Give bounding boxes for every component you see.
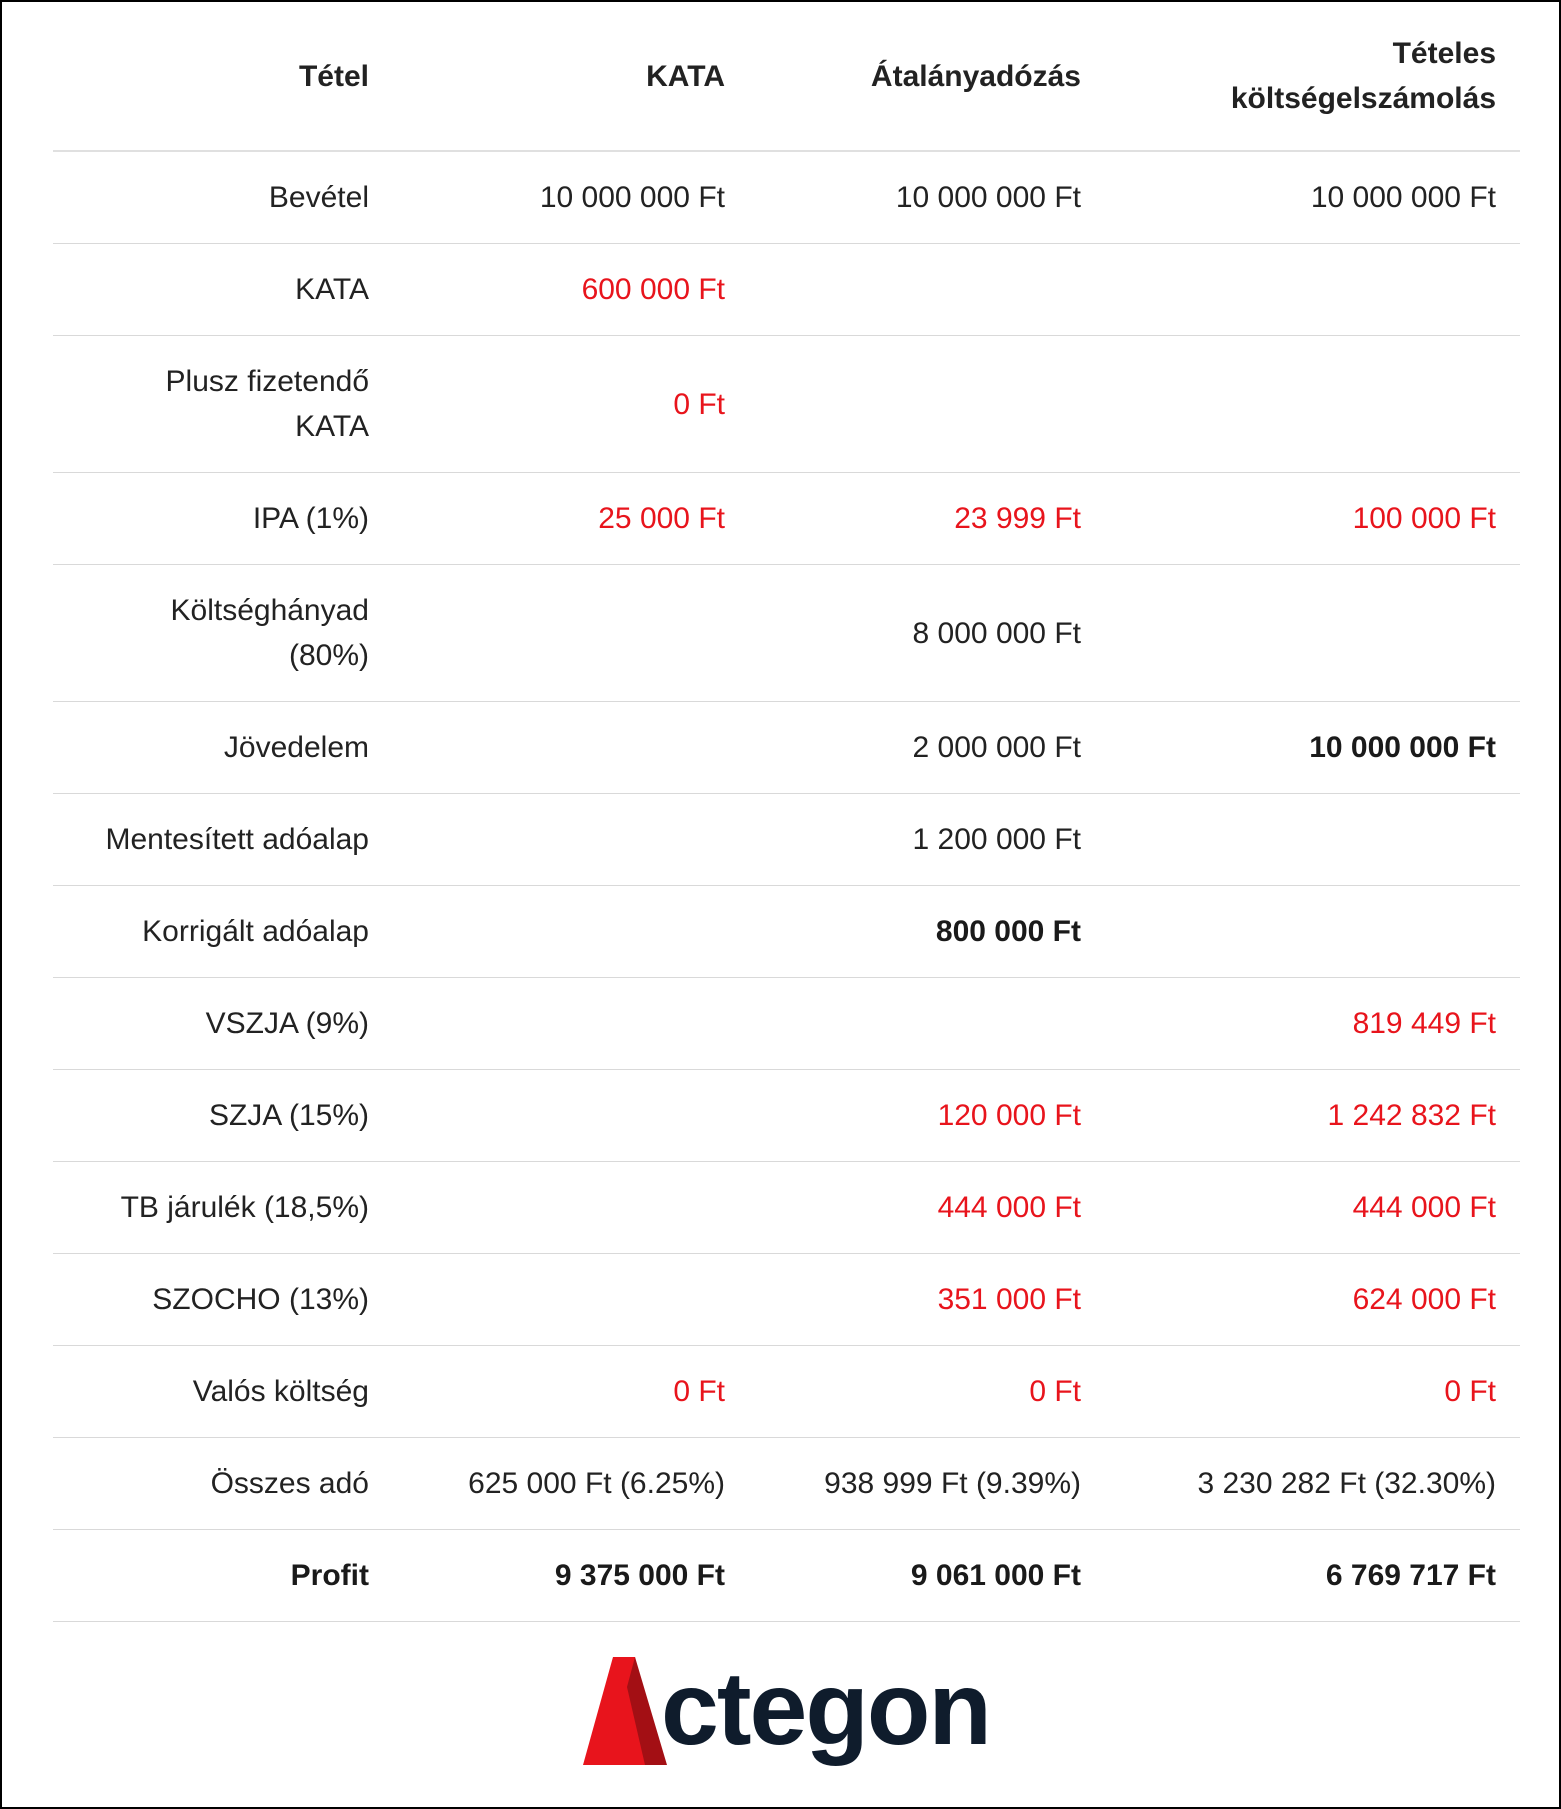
table-row [53,1254,1520,1346]
cell-teteles: 1 242 832 Ft [1105,1070,1520,1162]
row-label: VSZJA (9%) [53,978,393,1070]
header-teteles: Tételes költségelszámolás [1105,2,1520,151]
cell-teteles [1105,565,1520,702]
row-label: Profit [53,1530,393,1622]
row-label: Korrigált adóalap [53,886,393,978]
table-row [53,1162,1520,1254]
table-row [53,565,1520,702]
cell-atalany: 1 200 000 Ft [749,794,1105,886]
page [2,2,1559,1807]
header-item: Tétel [53,2,393,151]
cell-atalany: 0 Ft [749,1346,1105,1438]
cell-atalany: 351 000 Ft [749,1254,1105,1346]
row-label: Mentesített adóalap [53,794,393,886]
table-row [53,1070,1520,1162]
row-label: TB járulék (18,5%) [53,1162,393,1254]
row-label: Jövedelem [53,702,393,794]
cell-kata [393,565,749,702]
tax-comparison-table [53,2,1520,1622]
row-label: IPA (1%) [53,473,393,565]
table-row [53,1530,1520,1622]
row-label: KATA [53,244,393,336]
cell-teteles: 444 000 Ft [1105,1162,1520,1254]
cell-teteles: 819 449 Ft [1105,978,1520,1070]
table-row [53,978,1520,1070]
cell-atalany: 2 000 000 Ft [749,702,1105,794]
cell-teteles [1105,794,1520,886]
cell-kata: 25 000 Ft [393,473,749,565]
cell-kata [393,794,749,886]
cell-kata: 9 375 000 Ft [393,1530,749,1622]
cell-atalany [749,978,1105,1070]
cell-teteles: 0 Ft [1105,1346,1520,1438]
cell-teteles: 10 000 000 Ft [1105,151,1520,244]
row-label: Bevétel [53,151,393,244]
cell-atalany: 23 999 Ft [749,473,1105,565]
table-row [53,473,1520,565]
cell-kata [393,702,749,794]
table-row [53,336,1520,473]
cell-atalany: 444 000 Ft [749,1162,1105,1254]
row-label: SZOCHO (13%) [53,1254,393,1346]
table-row [53,702,1520,794]
cell-teteles: 624 000 Ft [1105,1254,1520,1346]
row-label: Valós költség [53,1346,393,1438]
cell-teteles [1105,244,1520,336]
row-label: Összes adó [53,1438,393,1530]
cell-kata [393,978,749,1070]
actegon-logo [583,1651,1003,1767]
cell-kata: 625 000 Ft (6.25%) [393,1438,749,1530]
cell-atalany: 9 061 000 Ft [749,1530,1105,1622]
cell-atalany [749,244,1105,336]
logo-text: ctegon [661,1651,990,1767]
cell-teteles: 100 000 Ft [1105,473,1520,565]
table-row [53,151,1520,244]
cell-atalany: 8 000 000 Ft [749,565,1105,702]
cell-teteles: 10 000 000 Ft [1105,702,1520,794]
row-label: Költséghányad (80%) [53,565,393,702]
row-label: SZJA (15%) [53,1070,393,1162]
cell-teteles [1105,336,1520,473]
table-row [53,1346,1520,1438]
table-row [53,244,1520,336]
header-atalanyadozas: Átalányadózás [749,2,1105,151]
cell-kata [393,1070,749,1162]
cell-kata [393,1254,749,1346]
cell-kata [393,1162,749,1254]
cell-kata: 10 000 000 Ft [393,151,749,244]
cell-kata [393,886,749,978]
cell-kata: 0 Ft [393,1346,749,1438]
cell-atalany: 120 000 Ft [749,1070,1105,1162]
cell-kata: 0 Ft [393,336,749,473]
row-label: Plusz fizetendő KATA [53,336,393,473]
cell-atalany: 800 000 Ft [749,886,1105,978]
cell-atalany: 10 000 000 Ft [749,151,1105,244]
cell-kata: 600 000 Ft [393,244,749,336]
cell-teteles: 6 769 717 Ft [1105,1530,1520,1622]
table-row [53,886,1520,978]
table-row [53,1438,1520,1530]
cell-atalany [749,336,1105,473]
header-row [53,2,1520,151]
header-kata: KATA [393,2,749,151]
table-row [53,794,1520,886]
cell-atalany: 938 999 Ft (9.39%) [749,1438,1105,1530]
cell-teteles: 3 230 282 Ft (32.30%) [1105,1438,1520,1530]
cell-teteles [1105,886,1520,978]
